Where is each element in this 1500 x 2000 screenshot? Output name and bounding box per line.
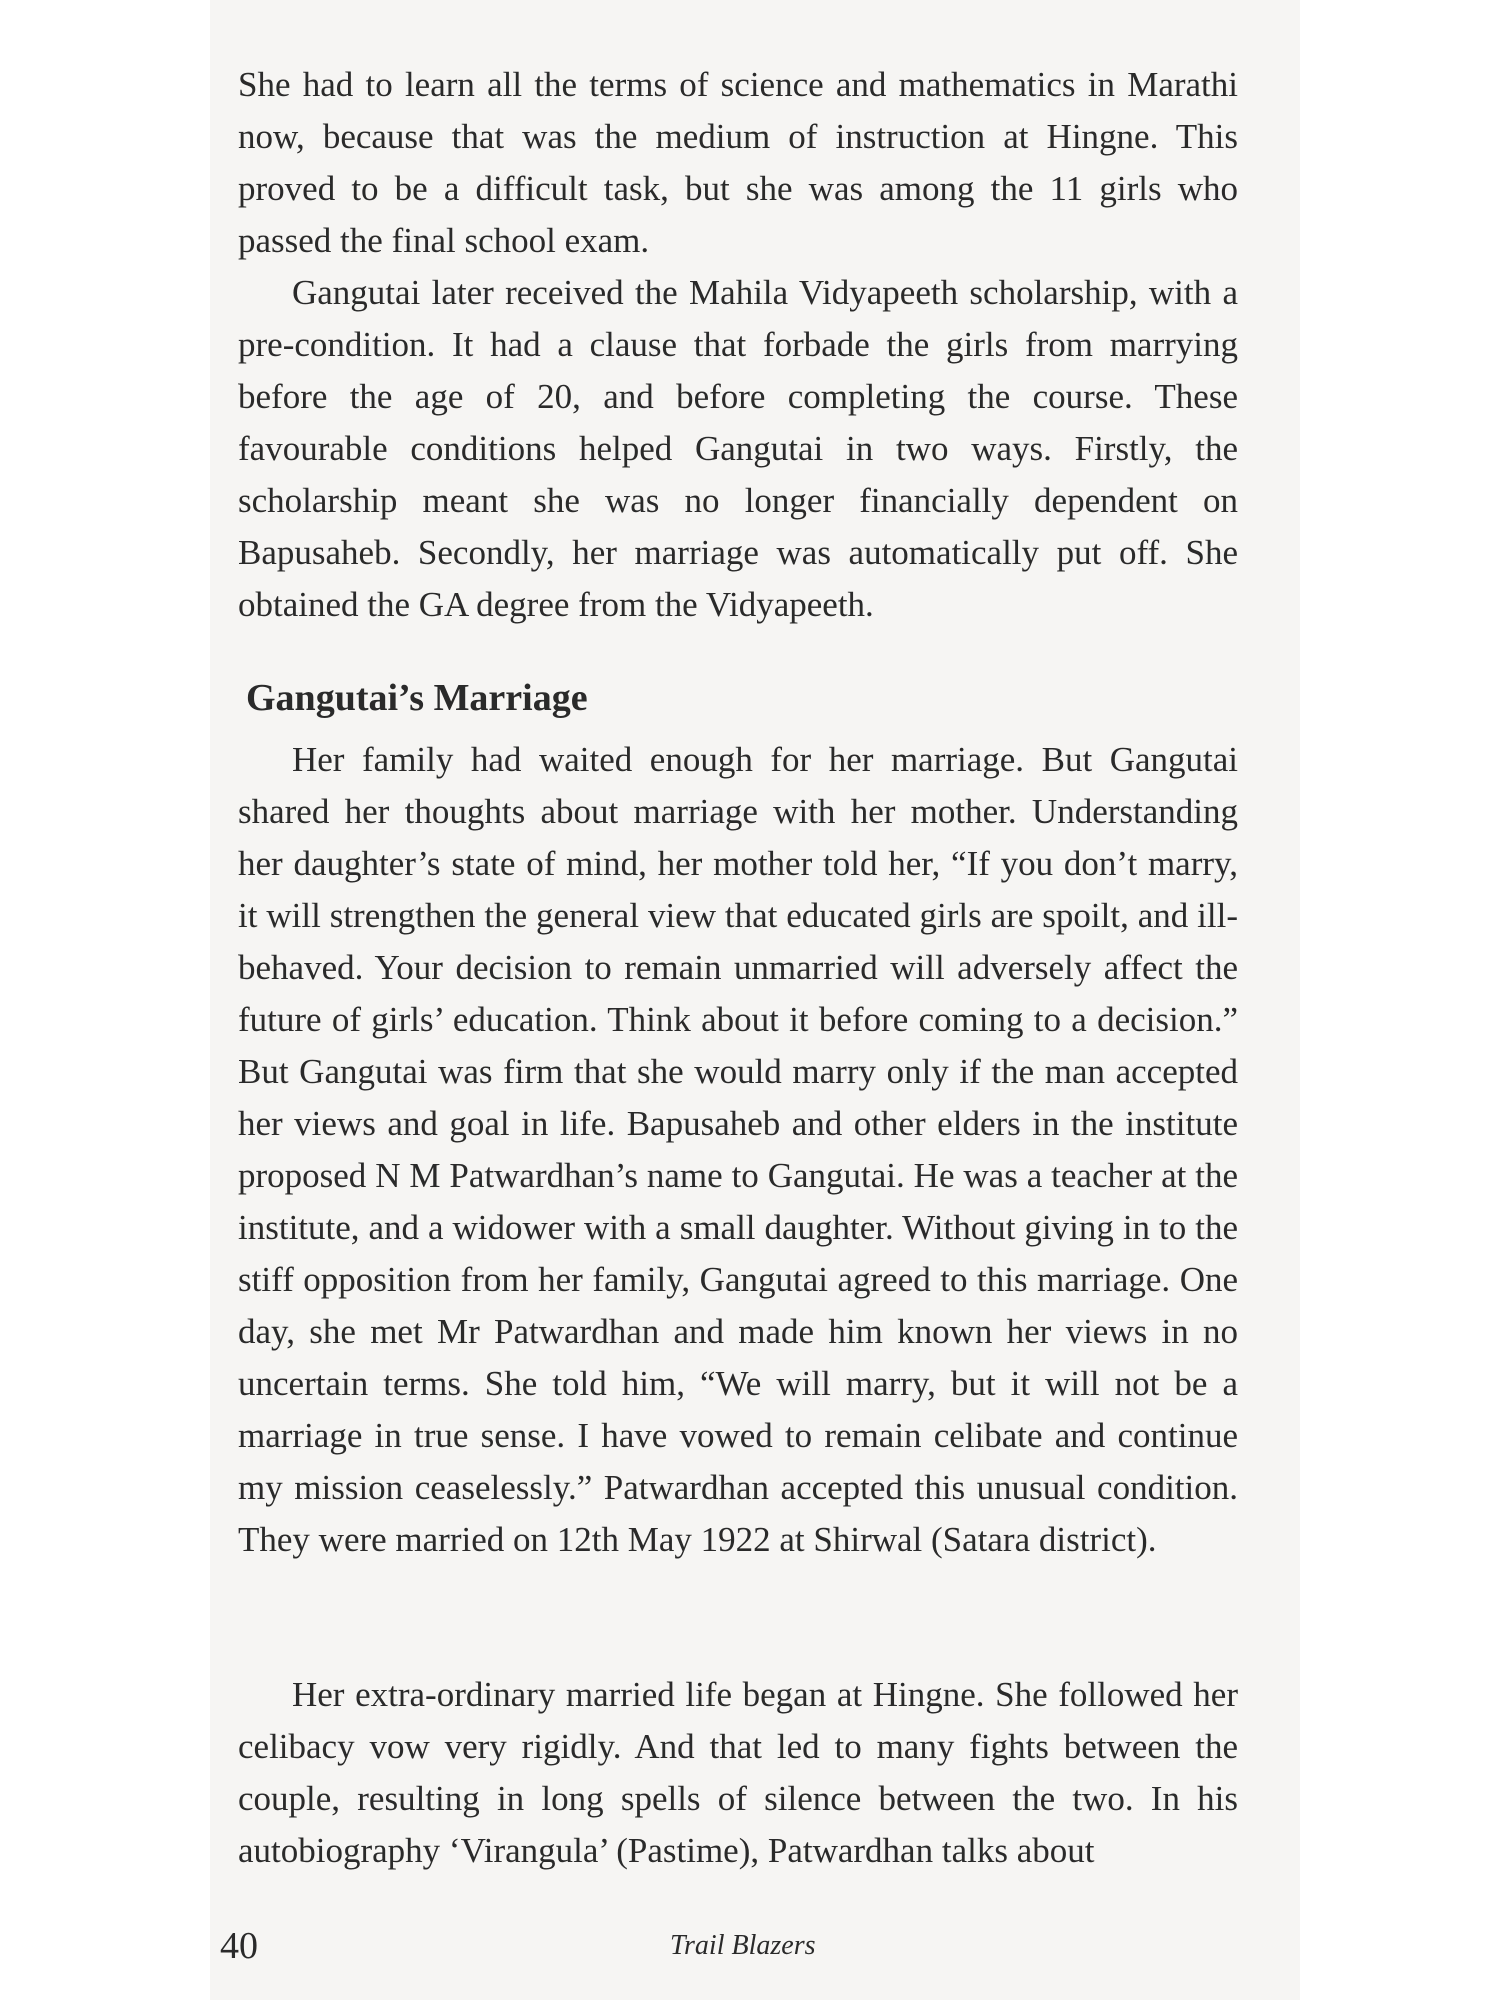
book-page xyxy=(210,0,1300,2000)
section-heading: Gangutai’s Marriage xyxy=(246,677,588,719)
page-number: 40 xyxy=(220,1925,258,1967)
paragraph-2: Gangutai later received the Mahila Vidyapeeth scholarship, with a pre-condition. It had a clause that forbade the girls from marrying before the age of 20, and before completing the course. These favourable conditions helped Gangutai in two ways. Firstly, the scholarship meant she was no longer financially dependent on Bapusaheb. Secondly, her marriage was automatically put off. She obtained the GA degree from the Vidyapeeth. xyxy=(238,273,1238,624)
paragraph-1: She had to learn all the terms of science and mathematics in Marathi now, because that was the medium of instruction at Hingne. This proved to be a difficult task, but she was among the 11 girls who passed the final school exam. xyxy=(238,65,1238,260)
running-footer-title: Trail Blazers xyxy=(670,1930,816,1961)
paragraph-3: Her family had waited enough for her marriage. But Gangutai shared her thoughts about marriage with her mother. Understanding her daughter’s state of mind, her mother told her, “If you don’t marry, it will strengthen the general view that educated girls are spoilt, and ill-behaved. Your decision to remain unmarried will adversely affect the future of girls’ education. Think about it before coming to a decision.” But Gangutai was firm that she would marry only if the man accepted her views and goal in life. Bapusaheb and other elders in the institute proposed N M Patwardhan’s name to Gangutai. He was a teacher at the institute, and a widower with a small daughter. Without giving in to the stiff opposition from her family, Gangutai agreed to this marriage. One day, she met Mr Patwardhan and made him known her views in no uncertain terms. She told him, “We will marry, but it will not be a marriage in true sense. I have vowed to remain celibate and continue my mission ceaselessly.” Patwardhan accepted this unusual condition. They were married on 12th May 1922 at Shirwal (Satara district). xyxy=(238,740,1238,1559)
paragraph-4: Her extra-ordinary married life began at Hingne. She followed her celibacy vow very rigidly. And that led to many fights between the couple, resulting in long spells of silence between the two. In his autobiography ‘Virangula’ (Pastime), Patwardhan talks about xyxy=(238,1675,1238,1870)
